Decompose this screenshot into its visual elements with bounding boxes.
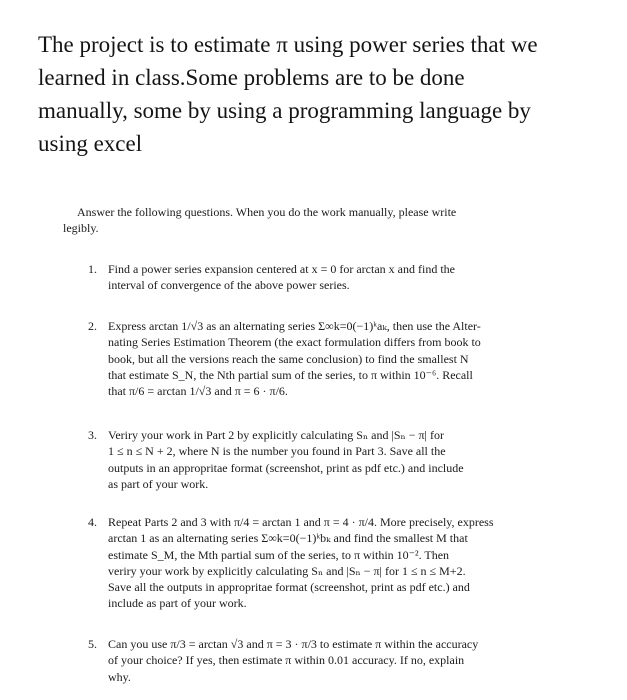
question-5 bbox=[88, 636, 556, 685]
question-line: that π/6 = arctan 1/√3 and π = 6 · π/6. bbox=[108, 384, 288, 399]
question-line: 1 ≤ n ≤ N + 2, where N is the number you found in Part 3. Save all the bbox=[108, 444, 446, 459]
question-line: include as part of your work. bbox=[108, 596, 247, 611]
question-number: 5. bbox=[88, 637, 97, 651]
question-line: that estimate S_N, the Nth partial sum of the series, to π within 10⁻⁶. Recall bbox=[108, 367, 473, 382]
question-line: veriry your work by explicitly calculating Sₙ and |Sₙ − π| for 1 ≤ n ≤ M+2. bbox=[108, 563, 466, 578]
intro-line: The project is to estimate π using power series that we bbox=[38, 32, 538, 57]
question-line: arctan 1 as an alternating series Σ∞k=0(−1)ᵏbₖ and find the smallest M that bbox=[108, 531, 468, 546]
question-line: Can you use π/3 = arctan √3 and π = 3 · π/3 to estimate π within the accuracy bbox=[108, 637, 479, 651]
question-line: Save all the outputs in appropritae format (screenshot, print as pdf etc.) and bbox=[108, 580, 470, 595]
question-line: why. bbox=[108, 669, 131, 684]
intro-paragraph bbox=[38, 28, 598, 160]
question-number: 3. bbox=[88, 428, 97, 442]
question-line: nating Series Estimation Theorem (the exact formulation differs from book to bbox=[108, 335, 481, 350]
question-line: Express arctan 1/√3 as an alternating series Σ∞k=0(−1)ᵏaₖ, then use the Alter- bbox=[108, 319, 481, 333]
question-line: of your choice? If yes, then estimate π within 0.01 accuracy. If no, explain bbox=[108, 653, 465, 668]
question-line: Repeat Parts 2 and 3 with π/4 = arctan 1 and π = 4 · π/4. More precisely, express bbox=[108, 515, 494, 529]
question-number: 4. bbox=[88, 515, 97, 529]
question-line: book, but all the versions reach the same conclusion) to find the smallest N bbox=[108, 351, 469, 366]
question-4 bbox=[88, 514, 556, 612]
question-2 bbox=[88, 318, 556, 399]
question-line: Veriry your work in Part 2 by explicitly calculating Sₙ and |Sₙ − π| for bbox=[108, 428, 444, 442]
question-1 bbox=[88, 261, 556, 294]
instructions-paragraph bbox=[63, 204, 563, 236]
intro-line: using excel bbox=[38, 131, 143, 156]
question-number: 1. bbox=[88, 262, 97, 276]
intro-line: manually, some by using a programming language by bbox=[38, 98, 531, 123]
instructions-line: legibly. bbox=[63, 221, 99, 235]
question-number: 2. bbox=[88, 319, 97, 333]
question-3 bbox=[88, 427, 556, 492]
intro-line: learned in class.Some problems are to be done bbox=[38, 65, 465, 90]
question-line: outputs in an appropritae format (screenshot, print as pdf etc.) and include bbox=[108, 460, 464, 475]
question-line: interval of convergence of the above power series. bbox=[108, 278, 350, 293]
question-line: as part of your work. bbox=[108, 476, 209, 491]
question-line: estimate S_M, the Mth partial sum of the series, to π within 10⁻². Then bbox=[108, 547, 450, 562]
instructions-line: Answer the following questions. When you do the work manually, please write bbox=[77, 205, 457, 219]
question-line: Find a power series expansion centered at x = 0 for arctan x and find the bbox=[108, 262, 455, 276]
